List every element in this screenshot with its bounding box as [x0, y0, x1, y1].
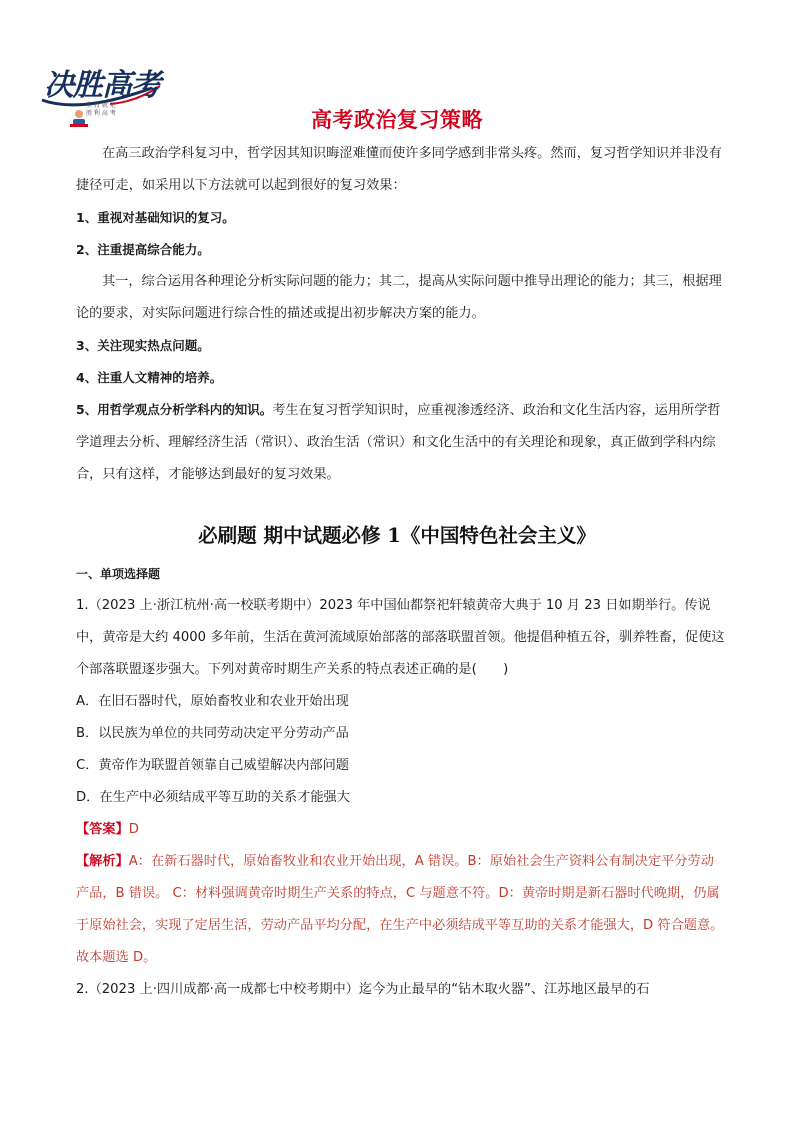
logo-subtitle: 坚 持 就 是 胜 利 高 考 — [86, 102, 116, 117]
tip-4: 4、注重人文精神的培养。 — [76, 370, 223, 385]
question-1-analysis — [76, 846, 726, 974]
part-label: 一、单项选择题 — [76, 567, 161, 581]
question-1-option-d: D．在生产中必须结成平等互助的关系才能强大 — [76, 790, 350, 805]
answer-value: D — [128, 822, 139, 837]
tip-5-text: 考生在复习哲学知识时，应重视渗透经济、政治和文化生活内容，运用所学哲学道理去分析、理解经济生活（常识）、政治生活（常识）和文化生活中的有关理论和现象，真正做到学科内综合，只有这样，才能够达到最好的复习效果。 — [76, 403, 721, 482]
tip-5-label: 5、用哲学观点分析学科内的知识。 — [76, 402, 273, 417]
tip-3: 3、关注现实热点问题。 — [76, 338, 210, 353]
tip-5 — [76, 394, 726, 491]
document-title: 高考政治复习策略 — [311, 108, 483, 132]
question-1-option-b: B．以民族为单位的共同劳动决定平分劳动产品 — [76, 726, 349, 741]
question-1-option-c: C．黄帝作为联盟首领靠自己威望解决内部问题 — [76, 758, 349, 773]
question-2-stem: 2.（2023 上·四川成都·高一成都七中校考期中）迄今为止最早的“钻木取火器”、江苏地区最早的石 — [76, 982, 650, 997]
analysis-label: 【解析】 — [76, 854, 129, 869]
answer-label: 【答案】 — [76, 822, 129, 837]
question-1-stem: 1.（2023 上·浙江杭州·高一校联考期中）2023 年中国仙都祭祀轩辕黄帝大典于 10 月 23 日如期举行。传说中，黄帝是大约 4000 多年前，生活在黄河流域原始部落的部落联盟首领。他提倡种植五谷，驯养牲畜，促使这个部落联盟逐步强大。下列对黄帝时期生产关系的特点表述正确的是( ) — [76, 598, 725, 677]
logo-text: 决胜高考 — [44, 68, 160, 103]
analysis-text: A：在新石器时代，原始畜牧业和农业开始出现，A 错误。B：原始社会生产资料公有制决定平分劳动产品，B 错误。 C：材料强调黄帝时期生产关系的特点，C 与题意不符。D：黄帝时期是新石器时代晚期，仍属于原始社会，实现了定居生活，劳动产品平均分配，在生产中必须结成平等互助的关系才能强大，D 符合题意。故本题选 D。 — [76, 854, 724, 965]
section-title: 必刷题 期中试题必修 1《中国特色社会主义》 — [198, 524, 596, 547]
question-1-option-a: A．在旧石器时代，原始畜牧业和农业开始出现 — [76, 694, 349, 709]
tip-1: 1、重视对基础知识的复习。 — [76, 210, 235, 225]
tip-2: 2、注重提高综合能力。 — [76, 242, 210, 257]
tip-2-detail: 其一，综合运用各种理论分析实际问题的能力；其二，提高从实际问题中推导出理论的能力；其三，根据理论的要求，对实际问题进行综合性的描述或提出初步解决方案的能力。 — [76, 274, 722, 321]
intro-paragraph: 在高三政治学科复习中，哲学因其知识晦涩难懂而使许多同学感到非常头疼。然而，复习哲学知识并非没有捷径可走，如采用以下方法就可以起到很好的复习效果： — [76, 146, 722, 193]
question-1-answer — [76, 814, 726, 846]
